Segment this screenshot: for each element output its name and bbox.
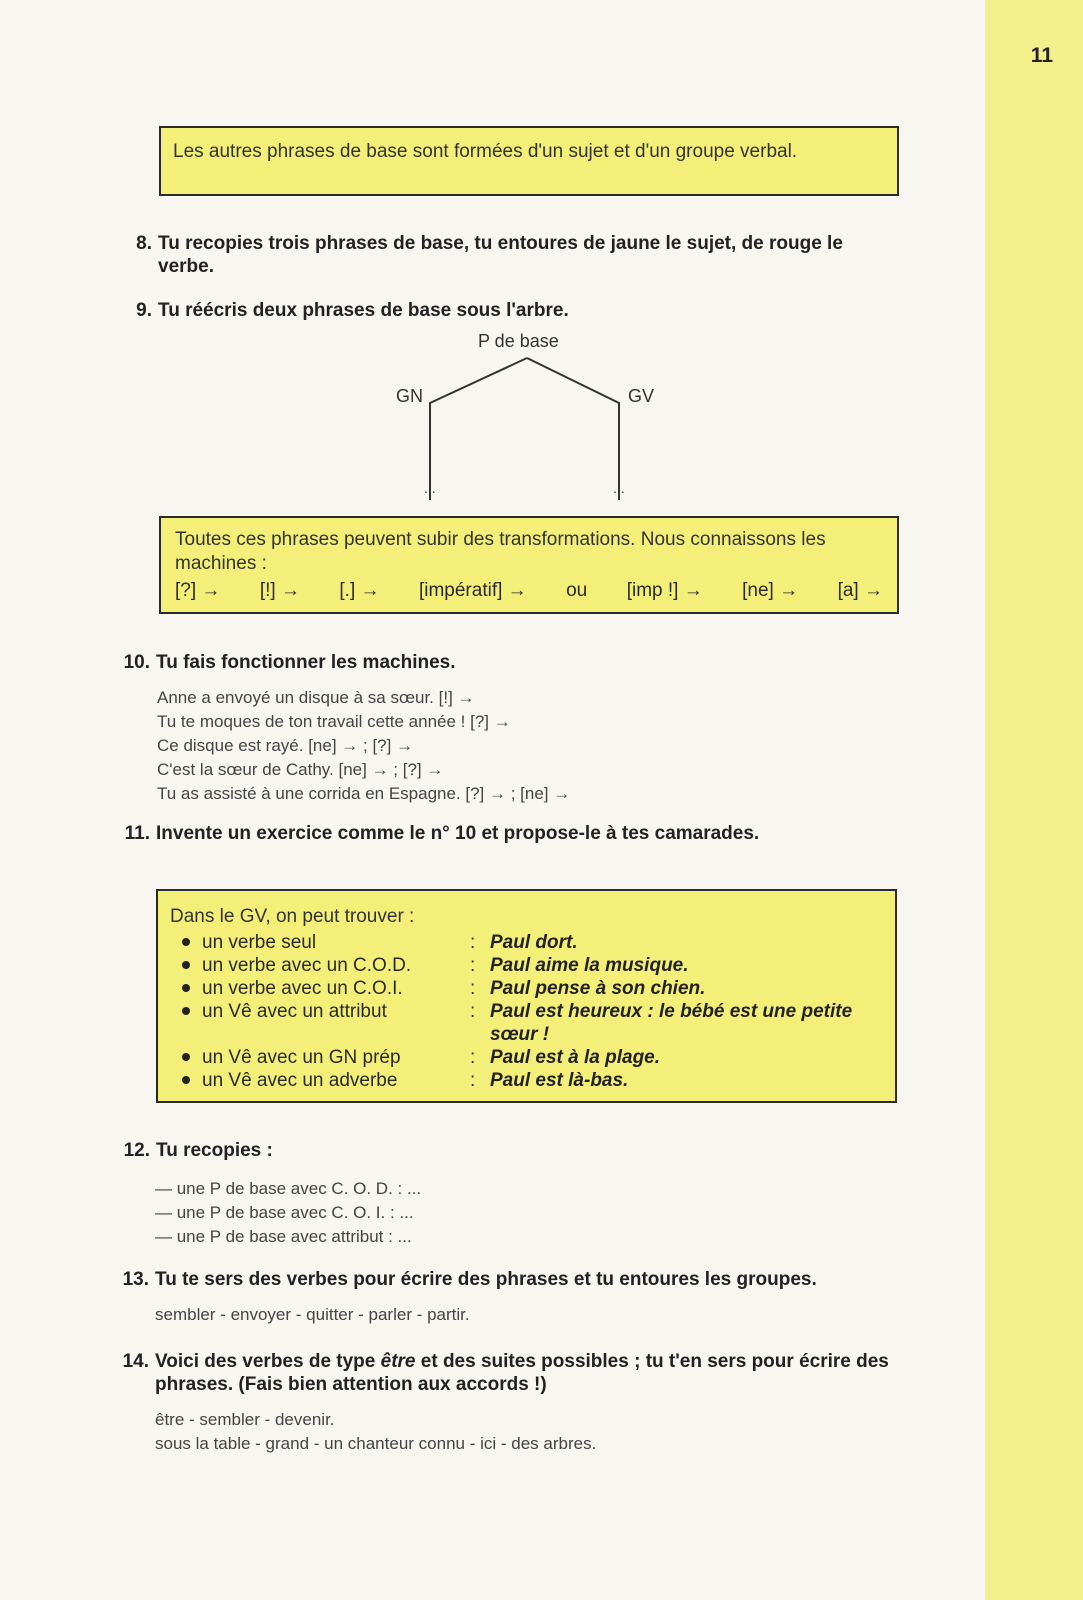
exercise-12-lines (155, 1177, 875, 1249)
copy-line: — une P de base avec C. O. D. : ... (155, 1179, 422, 1198)
machines-row (175, 580, 883, 602)
exercise-instruction-end: et des suites possibles ; tu t'en sers pour écrire des phrases. (Fais bien attention aux accords !) (155, 1351, 889, 1395)
gv-item-example: Paul pense à son chien. (490, 978, 706, 999)
machine-period: [.] → (339, 580, 380, 601)
rule-box-base-sentences (159, 126, 899, 196)
colon: : (470, 1047, 476, 1068)
verb-list: être - sembler - devenir. (155, 1410, 335, 1429)
exercise-10-sentences (157, 686, 877, 806)
exercise-14 (122, 1350, 900, 1396)
gv-item-label: un verbe avec un C.O.I. (170, 977, 470, 1000)
exercise-instruction: Tu recopies : (156, 1140, 273, 1161)
tree-right-branch (527, 358, 619, 500)
exercise-number: 13. (122, 1269, 149, 1290)
tree-root-label: P de base (478, 331, 559, 351)
sentence-line: Anne a envoyé un disque à sa sœur. [!] → (157, 688, 475, 707)
rule-text: Les autres phrases de base sont formées d'un sujet et d'un groupe verbal. (173, 141, 798, 162)
exercise-11 (124, 822, 906, 845)
rule-text: Toutes ces phrases peuvent subir des transformations. Nous connaissons les machines : (175, 529, 826, 574)
exercise-instruction: Tu fais fonctionner les machines. (156, 652, 456, 673)
page-number: 11 (1030, 44, 1053, 67)
exercise-9 (136, 299, 903, 322)
exercise-number: 9. (136, 300, 152, 321)
exercise-instruction: Invente un exercice comme le n° 10 et propose-le à tes camarades. (156, 823, 760, 844)
gv-item-example: Paul est heureux : le bébé est une petite sœur ! (490, 1001, 853, 1045)
side-band (985, 0, 1083, 1600)
copy-line: — une P de base avec C. O. I. : ... (155, 1203, 414, 1222)
exercise-number: 14. (122, 1351, 149, 1372)
sentence-line: C'est la sœur de Cathy. [ne] → ; [?] → (157, 760, 444, 779)
complement-list: sous la table - grand - un chanteur connu - ici - des arbres. (155, 1434, 597, 1453)
gv-item-label: un verbe avec un C.O.D. (170, 954, 470, 977)
gv-item-label: un Vê avec un adverbe (170, 1069, 470, 1092)
colon: : (470, 1070, 476, 1091)
exercise-number: 12. (123, 1140, 150, 1161)
colon: : (470, 978, 476, 999)
exercise-12 (123, 1139, 901, 1162)
exercise-instruction-italic: être (380, 1351, 416, 1372)
exercise-13-words: sembler - envoyer - quitter - parler - partir. (155, 1305, 470, 1324)
machine-imp-exclamation: [imp !] → (626, 580, 703, 601)
exercise-number: 10. (123, 652, 150, 673)
rule-box-gv-content (156, 889, 897, 1103)
gv-item-example: Paul est à la plage. (490, 1047, 661, 1068)
colon: : (470, 955, 476, 976)
tree-left-label: GN (396, 386, 423, 406)
machine-imperative: [impératif] → (418, 580, 527, 601)
sentence-line: Ce disque est rayé. [ne] → ; [?] → (157, 736, 414, 755)
copy-line: — une P de base avec attribut : ... (155, 1227, 412, 1246)
gv-item-example: Paul est là-bas. (490, 1070, 629, 1091)
exercise-number: 11. (124, 823, 150, 844)
tree-left-dots: ... (424, 480, 436, 496)
gv-item-example: Paul dort. (490, 932, 578, 953)
colon: : (470, 932, 476, 953)
exercise-instruction: Tu recopies trois phrases de base, tu entoures de jaune le sujet, de rouge le verbe. (158, 233, 843, 277)
sentence-line: Tu te moques de ton travail cette année ! [?] → (157, 712, 511, 731)
exercise-10 (123, 651, 901, 674)
exercise-instruction-start: Voici des verbes de type (155, 1351, 381, 1372)
tree-right-dots: ... (613, 480, 625, 496)
rule-intro: Dans le GV, on peut trouver : (170, 906, 415, 927)
gv-list (170, 931, 883, 1092)
tree-lines (380, 330, 680, 505)
machine-exclamation: [!] → (259, 580, 300, 601)
exercise-8 (136, 232, 903, 278)
sentence-tree (380, 330, 680, 505)
tree-left-branch (430, 358, 527, 500)
rule-box-machines (159, 516, 899, 614)
exercise-instruction: Tu réécris deux phrases de base sous l'arbre. (158, 300, 569, 321)
exercise-14-lists (155, 1408, 875, 1456)
machine-question: [?] → (175, 580, 221, 601)
exercise-13 (122, 1268, 905, 1291)
gv-item-example: Paul aime la musique. (490, 955, 689, 976)
gv-item-label: un verbe seul (170, 931, 470, 954)
machine-negation: [ne] → (742, 580, 799, 601)
exercise-number: 8. (136, 233, 152, 254)
exercise-instruction: Tu te sers des verbes pour écrire des phrases et tu entoures les groupes. (155, 1269, 817, 1290)
machine-or: ou (566, 580, 588, 601)
gv-item-label: un Vê avec un attribut (170, 1000, 470, 1046)
tree-right-label: GV (628, 386, 655, 406)
machine-a: [a] → (837, 580, 883, 601)
gv-item-label: un Vê avec un GN prép (170, 1046, 470, 1069)
sentence-line: Tu as assisté à une corrida en Espagne. [?] → ; [ne] → (157, 784, 571, 803)
colon: : (470, 1001, 476, 1022)
